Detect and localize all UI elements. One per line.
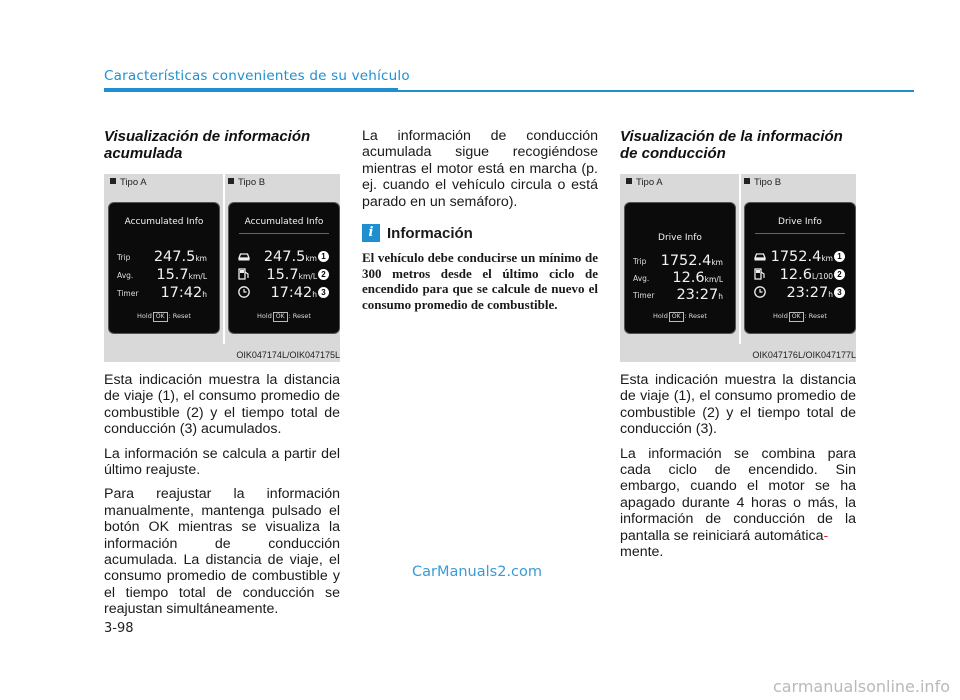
clock-icon — [753, 285, 767, 299]
cluster-screen-type-b — [744, 202, 856, 334]
info-title: Información — [387, 224, 473, 242]
figure-label-type-a: Tipo A — [110, 177, 147, 188]
screen-row-trip: 1752.4km 1 — [753, 247, 839, 265]
paragraph: La información de conducción acumulada sigue recogiéndose mientras el motor está en marcha (p. ej. cuando el vehículo circula o está parado en un semáforo). — [362, 128, 598, 210]
fuel-pump-icon — [237, 267, 251, 281]
screen-row-avg: Avg. 15.7km/L — [117, 267, 207, 283]
screen-title: Accumulated Info — [124, 217, 204, 227]
callout-badge-2: 2 — [318, 269, 329, 280]
callout-badge-2: 2 — [834, 269, 845, 280]
paragraph: La información se combina para cada ciclo de encendido. Sin embargo, cuando el motor se ha apagado durante 4 horas o más, la información de conducción de la pantalla se reiniciará automática- mente. — [620, 445, 856, 561]
screen-hold-reset: Hold OK : Reset — [137, 312, 191, 320]
screen-rule — [239, 233, 329, 234]
paragraph: La información se calcula a partir del último reajuste. — [104, 445, 340, 479]
screen-title: Drive Info — [658, 233, 702, 243]
screen-row-trip: 247.5km 1 — [237, 247, 323, 265]
hyphen-mark: - — [823, 527, 829, 544]
left-column — [104, 128, 340, 618]
header-title: Características convenientes de su vehículo — [104, 68, 410, 84]
screen-title: Drive Info — [778, 217, 822, 227]
figure-divider — [223, 174, 225, 344]
screen-hold-reset: Hold OK : Reset — [773, 312, 827, 320]
figure-label-type-b: Tipo B — [228, 177, 265, 188]
cluster-screen-type-b — [228, 202, 340, 334]
callout-badge-3: 3 — [834, 287, 845, 298]
callout-badge-3: 3 — [318, 287, 329, 298]
section-title-drive-info: Visualización de la información de conducción — [620, 128, 843, 162]
screen-row-trip: Trip 1752.4km — [633, 253, 723, 269]
footer-watermark: carmanualsonline.info — [772, 677, 950, 696]
paragraph: Esta indicación muestra la distancia de viaje (1), el consumo promedio de combustible (2) y el tiempo total de conducción (3). — [620, 372, 856, 438]
screen-hold-reset: Hold OK : Reset — [257, 312, 311, 320]
screen-title: Accumulated Info — [244, 217, 324, 227]
figure-label-type-a: Tipo A — [626, 177, 663, 188]
screen-rule — [755, 233, 845, 234]
paragraph: Para reajustar la información manualmente, mantenga pulsado el botón OK mientras se visualiza la información de conducción acumulada. La distancia de viaje, el consumo promedio de combustible y el tiempo total de conducción se reajustan simultáneamente. — [104, 486, 340, 618]
fuel-pump-icon — [753, 267, 767, 281]
screen-row-trip: Trip 247.5km — [117, 249, 207, 265]
watermark-link[interactable]: CarManuals2.com — [412, 564, 543, 580]
cluster-screen-type-a — [108, 202, 220, 334]
screen-row-timer: 17:42h 3 — [237, 283, 323, 301]
car-trip-icon — [237, 249, 251, 263]
callout-badge-1: 1 — [318, 251, 329, 262]
header-rule-thick — [104, 88, 398, 92]
car-trip-icon — [753, 249, 767, 263]
figure-drive-info — [620, 174, 856, 362]
figure-accumulated — [104, 174, 340, 362]
right-column — [620, 128, 856, 560]
screen-row-timer: 23:27h 3 — [753, 283, 839, 301]
callout-badge-1: 1 — [834, 251, 845, 262]
paragraph: Esta indicación muestra la distancia de viaje (1), el consumo promedio de combustible (2) y el tiempo total de conducción (3) acumulados. — [104, 372, 340, 438]
figure-code: OIK047174L/OIK047175L — [236, 350, 340, 360]
figure-code: OIK047176L/OIK047177L — [752, 350, 856, 360]
header-rule-thin — [398, 90, 914, 92]
info-icon: i — [362, 224, 380, 242]
figure-divider — [739, 174, 741, 344]
info-text: El vehículo debe conducirse un mínimo de 300 metros desde el último ciclo de encendido para que se calcule de nuevo el consumo promedio de combustible. — [362, 250, 598, 313]
screen-row-avg: 12.6L/100 2 — [753, 265, 839, 283]
figure-label-type-b: Tipo B — [744, 177, 781, 188]
middle-column — [362, 128, 598, 313]
page-number: 3-98 — [104, 621, 134, 636]
screen-row-avg: Avg. 12.6km/L — [633, 270, 723, 286]
screen-hold-reset: Hold OK : Reset — [653, 312, 707, 320]
screen-row-timer: Timer 23:27h — [633, 287, 723, 303]
screen-row-timer: Timer 17:42h — [117, 285, 207, 301]
info-heading — [362, 224, 598, 242]
screen-row-avg: 15.7km/L 2 — [237, 265, 323, 283]
section-title-accumulated: Visualización de información acumulada — [104, 128, 311, 162]
clock-icon — [237, 285, 251, 299]
cluster-screen-type-a — [624, 202, 736, 334]
